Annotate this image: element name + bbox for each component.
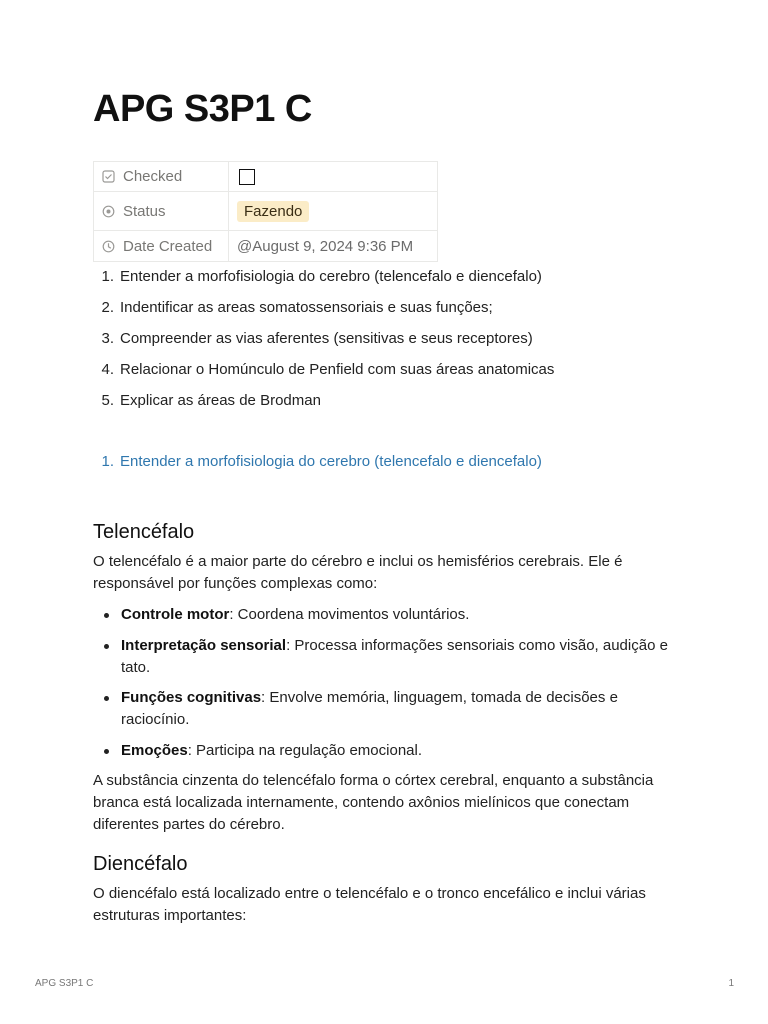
- list-item: Funções cognitivas: Envolve memória, linguagem, tomada de decisões e raciocínio.: [93, 687, 683, 731]
- section-heading-diencefalo: Diencéfalo: [93, 853, 188, 875]
- section-heading-telencefalo: Telencéfalo: [93, 521, 195, 543]
- date-created-value: @August 9, 2024 9:36 PM: [237, 237, 414, 255]
- status-badge[interactable]: Fazendo: [237, 201, 309, 222]
- list-item: 1. Entender a morfofisiologia do cerebro (telencefalo e diencefalo): [101, 268, 542, 285]
- list-item: Emoções: Participa na regulação emocional.: [93, 740, 683, 762]
- properties-table: [93, 161, 438, 262]
- diencefalo-intro: O diencéfalo está localizado entre o telencéfalo e o tronco encefálico e inclui várias estruturas importantes:: [93, 885, 646, 924]
- footer-title: APG S3P1 C: [35, 978, 94, 989]
- property-label: Checked: [123, 168, 183, 185]
- telencefalo-closing: A substância cinzenta do telencéfalo forma o córtex cerebral, enquanto a substância branca está localizada internamente, contendo axônios mielínicos que conectam diferentes partes do cérebro.: [93, 772, 654, 833]
- page-title: APG S3P1 C: [93, 88, 312, 130]
- page-number: 1: [728, 978, 734, 989]
- telencefalo-functions-list: [93, 604, 683, 762]
- objectives-list: [93, 268, 693, 423]
- property-row-date-created: [94, 231, 438, 262]
- list-item: 4. Relacionar o Homúnculo de Penfield com suas áreas anatomicas: [101, 361, 555, 378]
- list-item: 3. Compreender as vias aferentes (sensitivas e seus receptores): [101, 330, 533, 347]
- list-item: 2. Indentificar as areas somatossensoriais e suas funções;: [101, 299, 493, 316]
- status-property-icon: [102, 205, 115, 218]
- property-row-checked: [94, 162, 438, 192]
- clock-icon: [102, 240, 115, 253]
- list-item: Interpretação sensorial: Processa informações sensoriais como visão, audição e tato.: [93, 635, 683, 679]
- toggle-link-item[interactable]: 1. Entender a morfofisiologia do cerebro (telencefalo e diencefalo): [101, 453, 542, 470]
- checkbox-property-icon: [102, 170, 115, 183]
- list-item: 5. Explicar as áreas de Brodman: [101, 392, 321, 409]
- property-label: Status: [123, 202, 166, 220]
- toggle-link-text[interactable]: Entender a morfofisiologia do cerebro (telencefalo e diencefalo): [120, 453, 542, 470]
- telencefalo-intro: O telencéfalo é a maior parte do cérebro e inclui os hemisférios cerebrais. Ele é responsável por funções complexas como:: [93, 553, 623, 592]
- property-row-status: [94, 192, 438, 231]
- list-item: Controle motor: Coordena movimentos voluntários.: [93, 604, 683, 626]
- property-label: Date Created: [123, 237, 213, 255]
- checked-checkbox[interactable]: [239, 169, 255, 185]
